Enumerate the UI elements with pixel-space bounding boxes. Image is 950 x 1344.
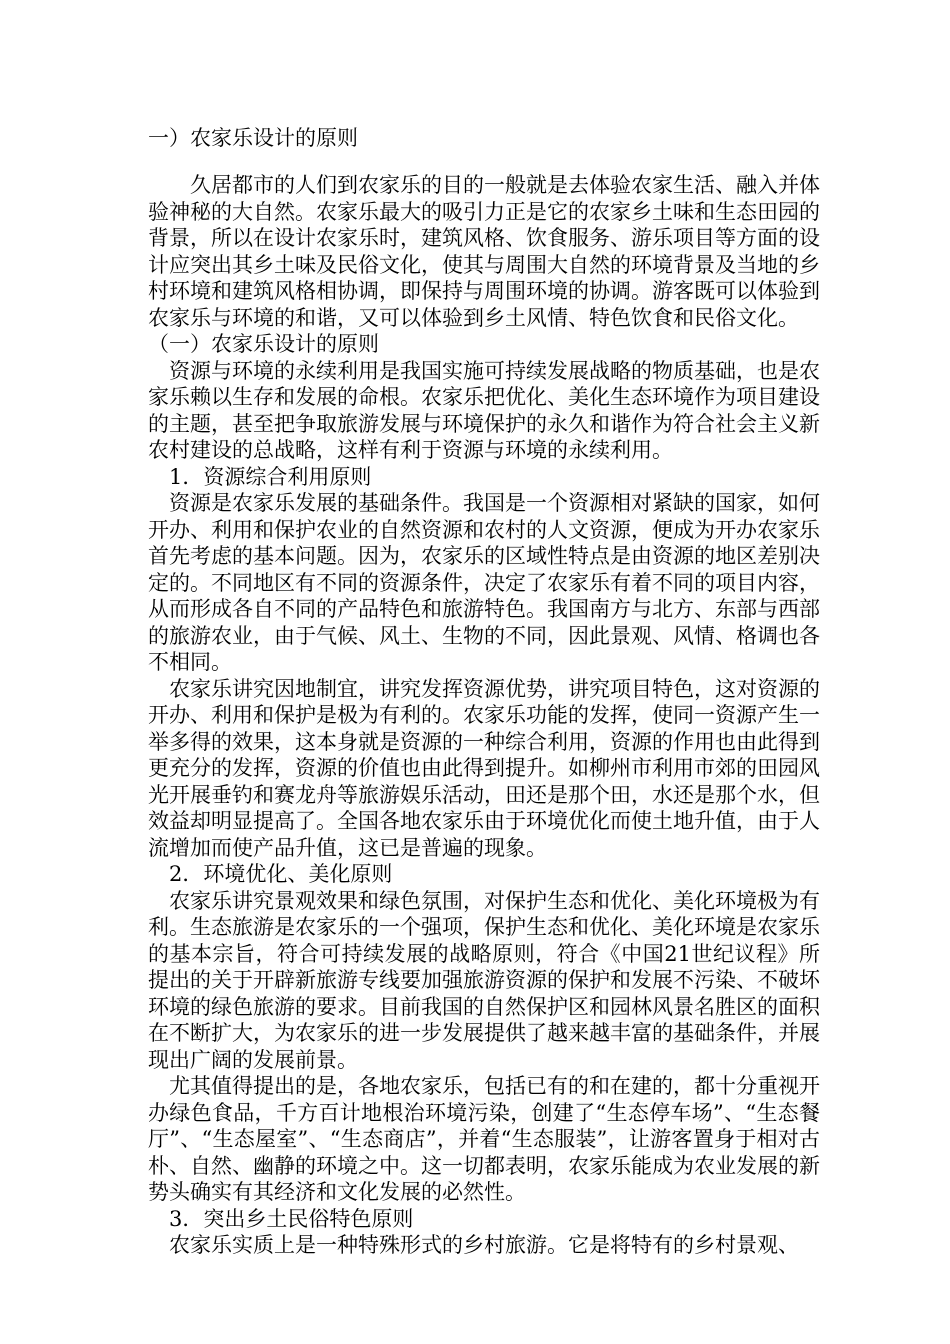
paragraph-eco-tourism: 农家乐讲究景观效果和绿色氛围，对保护生态和优化、美化环境极为有利。生态旅游是农家乐的一个强项，保护生态和优化、美化环境是农家乐的基本宗旨，符合可持续发展的战略原则，符合《中国21世纪议程》所提出的关于开辟新旅游专线要加强旅游资源的保护和发展不污染、不破坏环境的绿色旅游的要求。目前我国的自然保护区和园林风景名胜区的面积在不断扩大，为农家乐的进一步发展提供了越来越丰富的基础条件，并展现出广阔的发展前景。 <box>148 888 820 1072</box>
paragraph-local-adaptation: 农家乐讲究因地制宜，讲究发挥资源优势，讲究项目特色，这对资源的开办、利用和保护是极为有利的。农家乐功能的发挥，使同一资源产生一举多得的效果，这本身就是资源的一种综合利用，资源的作用也由此得到更充分的发挥，资源的价值也由此得到提升。如柳州市利用市郊的田园风光开展垂钓和赛龙舟等旅游娱乐活动，田还是那个田，水还是那个水，但效益却明显提高了。全国各地农家乐由于环境优化而使土地升值，由于人流增加而使产品升值，这已是普遍的现象。 <box>148 676 820 860</box>
document-body <box>148 172 820 1259</box>
subheading-environment: 2．环境优化、美化原则 <box>169 862 393 886</box>
subheading-folk-culture: 3．突出乡土民俗特色原则 <box>169 1206 414 1231</box>
paragraph-intro: 久居都市的人们到农家乐的目的一般就是去体验农家生活、融入并体验神秘的大自然。农家乐最大的吸引力正是它的农家乡土味和生态田园的背景，所以在设计农家乐时，建筑风格、饮食服务、游乐项目等方面的设计应突出其乡土味及民俗文化，使其与周围大自然的环境背景及当地的乡村环境和建筑风格相协调，即保持与周围环境的协调。游客既可以体验到农家乐与环境的和谐，又可以体验到乡土风情、特色饮食和民俗文化。 <box>148 173 820 330</box>
subheading-resource-use: 1．资源综合利用原则 <box>169 464 372 489</box>
paragraph-rural-tourism: 农家乐实质上是一种特殊形式的乡村旅游。它是将特有的乡村景观、 <box>169 1233 799 1257</box>
paragraph-resource-base: 资源是农家乐发展的基础条件。我国是一个资源相对紧缺的国家，如何开办、利用和保护农业的自然资源和农村的人文资源，便成为开办农家乐首先考虑的基本问题。因为，农家乐的区域性特点是由资源的地区差别决定的。不同地区有不同的资源条件，决定了农家乐有着不同的项目内容，从而形成各自不同的产品特色和旅游特色。我国南方与北方、东部与西部的旅游农业，由于气候、风土、生物的不同，因此景观、风情、格调也各不相同。 <box>148 491 820 674</box>
page-title: 一）农家乐设计的原则 <box>148 126 358 150</box>
paragraph-sustainability: 资源与环境的永续利用是我国实施可持续发展战略的物质基础，也是农家乐赖以生存和发展的命根。农家乐把优化、美化生态环境作为项目建设的主题，甚至把争取旅游发展与环境保护的永久和谐作为符合社会主义新农村建设的总战略，这样有利于资源与环境的永续利用。 <box>148 358 820 462</box>
paragraph-green-food: 尤其值得提出的是，各地农家乐，包括已有的和在建的，都十分重视开办绿色食品，千方百计地根治环境污染，创建了“生态停车场”、“生态餐厅”、“生态屋室”、“生态商店”，并着“生态服装”，让游客置身于相对古朴、自然、幽静的环境之中。这一切都表明，农家乐能成为农业发展的新势头确实有其经济和文化发展的必然性。 <box>148 1074 820 1204</box>
section-heading: （一）农家乐设计的原则 <box>148 332 379 356</box>
